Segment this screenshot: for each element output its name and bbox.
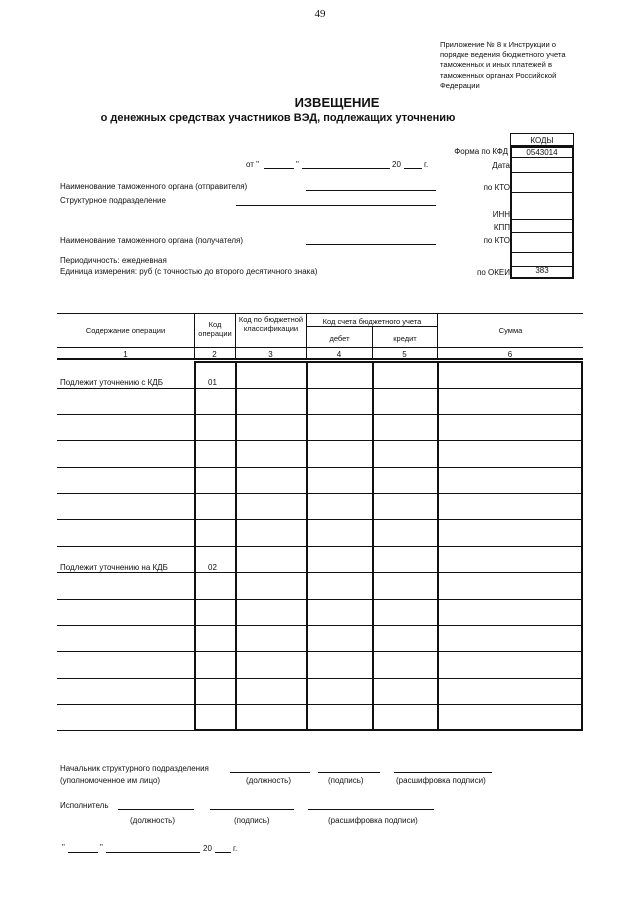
col-number-3: 3 [268, 350, 273, 359]
table-row [57, 704, 583, 705]
kpp-label: КПП [493, 223, 510, 232]
table-row [57, 440, 583, 441]
okei-code-value: 383 [535, 266, 549, 275]
bottom-date-month-field[interactable] [106, 852, 200, 853]
head-position-caption: (должность) [246, 776, 291, 785]
table-row [57, 678, 583, 679]
date-label: Дата [492, 161, 510, 170]
head-label-line2: (уполномоченное им лицо) [60, 776, 161, 785]
table-row [57, 651, 583, 652]
date-year-suffix: г. [424, 160, 429, 169]
date-year-prefix: 20 [392, 160, 401, 169]
bottom-date-quote-open: " [62, 843, 65, 852]
table-top-line [57, 313, 583, 314]
executor-signature-field[interactable] [210, 809, 294, 810]
header-account: Код счета бюджетного учета [322, 317, 422, 326]
subdivision-field[interactable] [236, 205, 436, 206]
row-kdb-code: 01 [208, 378, 217, 387]
bottom-date-day-field[interactable] [68, 852, 98, 853]
receiver-field[interactable] [306, 244, 436, 245]
date-day-field[interactable] [264, 168, 294, 169]
sender-label: Наименование таможенного органа (отправителя) [60, 182, 248, 191]
date-from-label: от " [246, 160, 259, 169]
subdivision-label: Структурное подразделение [60, 196, 166, 205]
bottom-date-quote-close: " [100, 843, 103, 852]
okei-code-cell[interactable] [510, 267, 574, 279]
table-row [57, 730, 583, 731]
header-bottom-line [57, 347, 583, 348]
executor-decoding-caption: (расшифровка подписи) [328, 816, 418, 825]
executor-signature-caption: (подпись) [234, 816, 270, 825]
document-title: ИЗВЕЩЕНИЕ [294, 95, 380, 110]
kto2-code-cell[interactable] [510, 233, 574, 253]
page-number: 49 [314, 8, 326, 20]
sender-field[interactable] [306, 190, 436, 191]
executor-label: Исполнитель [60, 801, 109, 810]
bottom-date-year-suffix: г. [233, 844, 238, 853]
col-number-4: 4 [336, 350, 342, 359]
document-subtitle: о денежных средствах участников ВЭД, подлежащих уточнению [100, 112, 456, 124]
periodicity-label: Периодичность: ежедневная [60, 256, 167, 265]
date-year-field[interactable] [404, 168, 422, 169]
header-budget-class: Код по бюджетной классификации [238, 315, 304, 333]
inn-label: ИНН [492, 210, 510, 219]
kpp-code-cell[interactable] [510, 220, 574, 233]
head-decoding-caption: (расшифровка подписи) [396, 776, 486, 785]
head-label-line1: Начальник структурного подразделения [60, 764, 209, 773]
header-content: Содержание операции [85, 326, 166, 335]
date-code-cell[interactable] [510, 158, 574, 173]
bottom-date-year-field[interactable] [215, 852, 231, 853]
kto2-label: по КТО [483, 236, 510, 245]
head-signature-caption: (подпись) [328, 776, 364, 785]
col-number-2: 2 [212, 350, 217, 359]
head-signature-field[interactable] [318, 772, 380, 773]
kfd-code-cell[interactable] [510, 146, 574, 158]
table-row [57, 493, 583, 494]
header-sum: Сумма [498, 326, 523, 335]
executor-decoding-field[interactable] [308, 809, 434, 810]
head-decoding-field[interactable] [394, 772, 492, 773]
executor-position-field[interactable] [118, 809, 194, 810]
date-quote: " [296, 160, 299, 169]
header-credit: кредит [393, 334, 417, 343]
okei-label: по ОКЕИ [477, 268, 510, 277]
bottom-date-year-prefix: 20 [203, 844, 212, 853]
table-row [57, 519, 583, 520]
row-nakdb-content: Подлежит уточнению на КДБ [60, 563, 168, 572]
codes-header: КОДЫ [510, 133, 574, 146]
receiver-label: Наименование таможенного органа (получателя) [60, 236, 244, 245]
col-number-6: 6 [507, 350, 513, 359]
kto-code-cell[interactable] [510, 173, 574, 193]
executor-position-caption: (должность) [130, 816, 175, 825]
table-row [57, 467, 583, 468]
row-nakdb-code: 02 [208, 563, 217, 572]
kfd-code-value: 0543014 [526, 148, 558, 157]
table-row [57, 546, 583, 547]
col-number-1: 1 [123, 350, 128, 359]
col-number-5: 5 [402, 350, 407, 359]
head-position-field[interactable] [230, 772, 310, 773]
table-row [57, 388, 583, 389]
kfd-label: Форма по КФД [454, 147, 508, 156]
inn-code-cell[interactable] [510, 193, 574, 220]
table-row [57, 414, 583, 415]
table-row [57, 599, 583, 600]
table-row [57, 625, 583, 626]
row-kdb-content: Подлежит уточнению с КДБ [60, 378, 163, 387]
empty-code-cell[interactable] [510, 253, 574, 267]
header-code-op: Код операции [198, 320, 232, 338]
date-month-field[interactable] [302, 168, 390, 169]
kto-label: по КТО [483, 183, 510, 192]
header-debit: дебет [329, 334, 350, 343]
unit-label: Единица измерения: руб (с точностью до второго десятичного знака) [60, 267, 318, 276]
appendix-note: Приложение № 8 к Инструкции о порядке ведения бюджетного учета таможенных и иных платежей в таможенных органах Российской Федерации [440, 40, 566, 90]
